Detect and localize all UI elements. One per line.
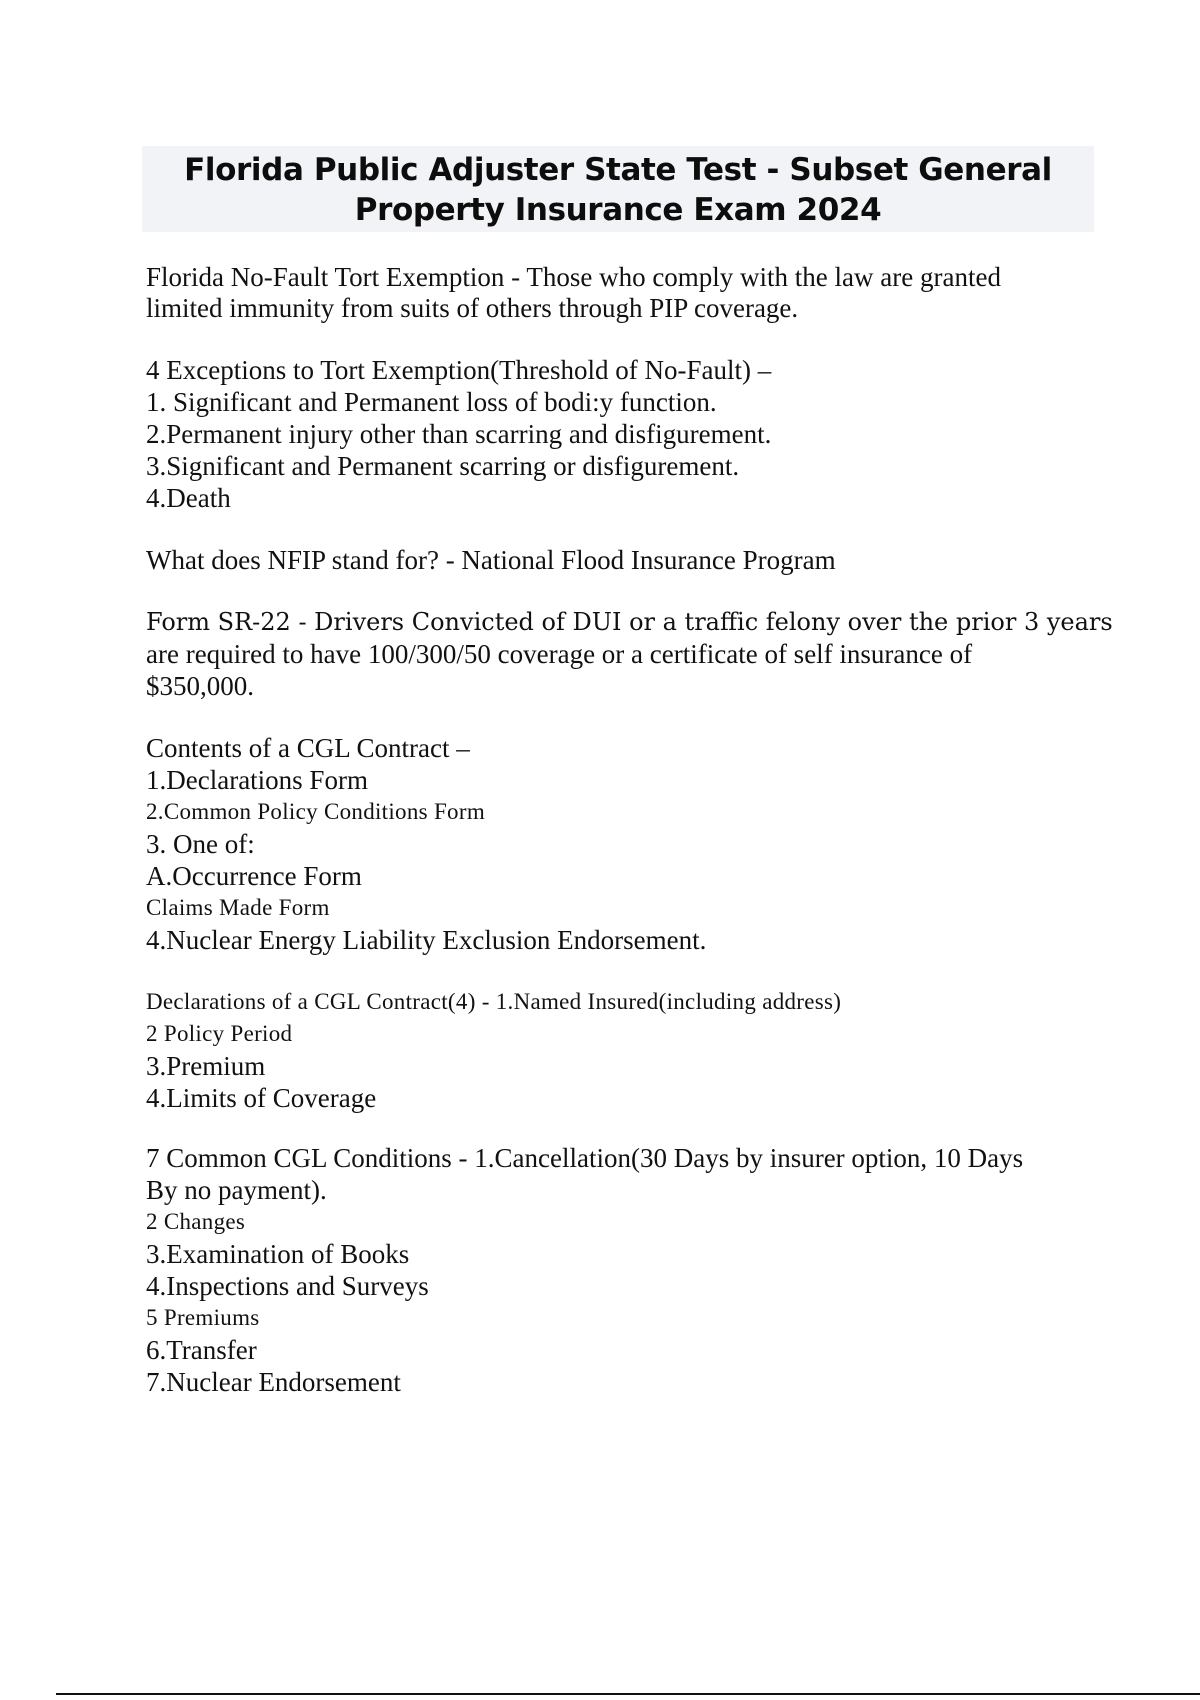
document-body [146, 262, 1113, 1428]
cgl-contents-item-4: A.Occurrence Form [146, 861, 362, 891]
cgl-conditions-item-5: 6.Transfer [146, 1335, 257, 1365]
cgl-declarations-heading: Declarations of a CGL Contract(4) - 1.Named Insured(including address) [146, 989, 842, 1014]
exception-item-4: 4.Death [146, 483, 231, 513]
document-title-box [142, 146, 1094, 232]
exception-item-3: 3.Significant and Permanent scarring or disfigurement. [146, 451, 740, 481]
cgl-conditions-item-1: 2 Changes [146, 1209, 246, 1234]
cgl-conditions-line-1: 7 Common CGL Conditions - 1.Cancellation(30 Days by insurer option, 10 Days [146, 1143, 1024, 1173]
section-cgl-conditions [146, 1142, 1096, 1398]
cgl-contents-item-3: 3. One of: [146, 829, 255, 859]
cgl-conditions-item-4: 5 Premiums [146, 1305, 260, 1330]
section-tort-exceptions [146, 354, 1096, 514]
section-sr22 [146, 606, 1113, 702]
cgl-contents-item-6: 4.Nuclear Energy Liability Exclusion Endorsement. [146, 925, 707, 955]
footer-rule [56, 1693, 1200, 1695]
cgl-declarations-item-1: 2 Policy Period [146, 1021, 293, 1046]
cgl-declarations-item-3: 4.Limits of Coverage [146, 1083, 377, 1113]
cgl-conditions-item-3: 4.Inspections and Surveys [146, 1271, 429, 1301]
cgl-conditions-item-2: 3.Examination of Books [146, 1239, 410, 1269]
exception-item-2: 2.Permanent injury other than scarring and disfigurement. [146, 419, 772, 449]
section-tort-exemption [146, 262, 1096, 324]
cgl-contents-item-1: 1.Declarations Form [146, 765, 368, 795]
cgl-conditions-item-6: 7.Nuclear Endorsement [146, 1367, 401, 1397]
exceptions-heading: 4 Exceptions to Tort Exemption(Threshold of No-Fault) – [146, 355, 772, 385]
page-title-line-2: Property Insurance Exam 2024 [354, 192, 882, 228]
section-cgl-declarations [146, 986, 1096, 1114]
cgl-declarations-item-2: 3.Premium [146, 1051, 266, 1081]
section-nfip [146, 544, 1096, 576]
cgl-contents-item-2: 2.Common Policy Conditions Form [146, 799, 486, 824]
cgl-contents-heading: Contents of a CGL Contract – [146, 733, 470, 763]
page-title-line-1: Florida Public Adjuster State Test - Subset General [184, 152, 1052, 188]
sr22-line-2: are required to have 100/300/50 coverage or a certificate of self insurance of [146, 639, 973, 669]
cgl-conditions-line-2: By no payment). [146, 1175, 327, 1205]
exception-item-1: 1. Significant and Permanent loss of bodi:y function. [146, 387, 717, 417]
tort-line-1: Florida No-Fault Tort Exemption - Those who comply with the law are granted [146, 262, 1001, 292]
nfip-line: What does NFIP stand for? - National Flood Insurance Program [146, 545, 836, 575]
sr22-line-1: Form SR-22 - Drivers Convicted of DUI or a traffic felony over the prior 3 years [146, 608, 1113, 636]
sr22-line-3: $350,000. [146, 671, 254, 701]
tort-line-2: limited immunity from suits of others through PIP coverage. [146, 293, 799, 323]
section-cgl-contents [146, 732, 1096, 956]
cgl-contents-item-5: Claims Made Form [146, 895, 330, 920]
